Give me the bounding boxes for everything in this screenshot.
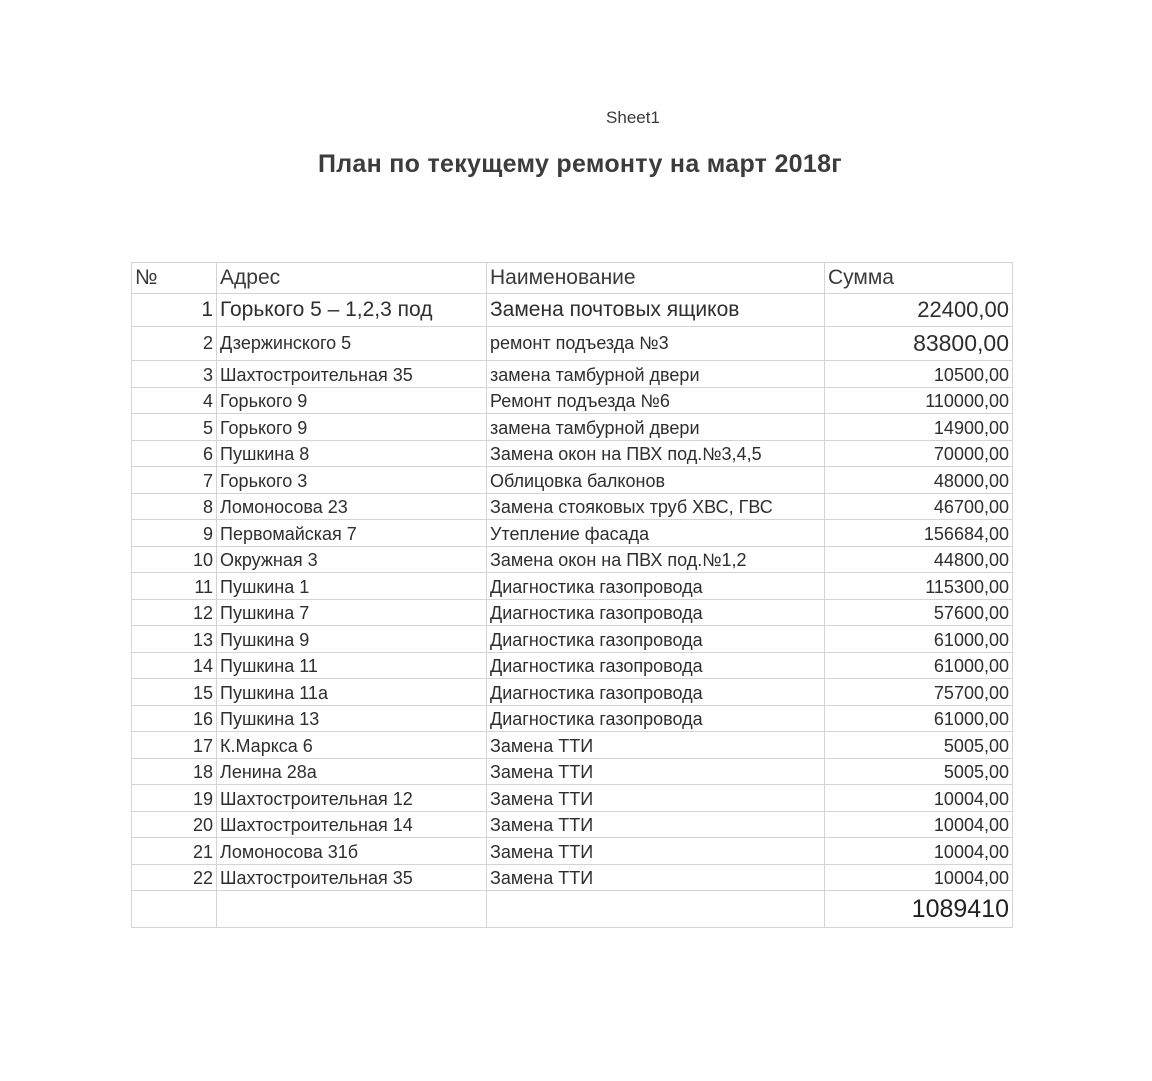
row-address: Пушкина 11 — [217, 652, 487, 679]
table-row — [132, 573, 1013, 600]
total-empty-cell — [217, 891, 487, 928]
row-address: Шахтостроительная 35 — [217, 361, 487, 388]
row-address: Ломоносова 31б — [217, 838, 487, 865]
header-num: № — [132, 263, 217, 294]
row-address: Дзержинского 5 — [217, 327, 487, 361]
row-name: Диагностика газопровода — [487, 573, 825, 600]
row-name: Замена ТТИ — [487, 811, 825, 838]
row-name: Ремонт подъезда №6 — [487, 387, 825, 414]
row-num: 5 — [132, 414, 217, 441]
row-name: Замена ТТИ — [487, 838, 825, 865]
table-row — [132, 467, 1013, 494]
row-address: Шахтостроительная 12 — [217, 785, 487, 812]
table-row — [132, 732, 1013, 759]
row-sum: 10004,00 — [825, 864, 1013, 891]
row-num: 14 — [132, 652, 217, 679]
table-row — [132, 652, 1013, 679]
row-sum: 44800,00 — [825, 546, 1013, 573]
table-row — [132, 440, 1013, 467]
header-row — [132, 263, 1013, 294]
row-num: 13 — [132, 626, 217, 653]
repair-plan-table — [131, 262, 1013, 928]
row-num: 1 — [132, 294, 217, 327]
row-name: Диагностика газопровода — [487, 599, 825, 626]
row-num: 16 — [132, 705, 217, 732]
row-address: Шахтостроительная 35 — [217, 864, 487, 891]
row-num: 19 — [132, 785, 217, 812]
row-name: Замена почтовых ящиков — [487, 294, 825, 327]
row-num: 6 — [132, 440, 217, 467]
row-name: Диагностика газопровода — [487, 652, 825, 679]
row-num: 18 — [132, 758, 217, 785]
row-name: Замена стояковых труб ХВС, ГВС — [487, 493, 825, 520]
row-sum: 83800,00 — [825, 327, 1013, 361]
page-title: План по текущему ремонту на март 2018г — [317, 150, 843, 178]
row-address: Ленина 28а — [217, 758, 487, 785]
row-sum: 115300,00 — [825, 573, 1013, 600]
row-address: Пушкина 7 — [217, 599, 487, 626]
total-row — [132, 891, 1013, 928]
row-sum: 70000,00 — [825, 440, 1013, 467]
table-row — [132, 546, 1013, 573]
row-sum: 110000,00 — [825, 387, 1013, 414]
row-sum: 22400,00 — [825, 294, 1013, 327]
row-address: Пушкина 13 — [217, 705, 487, 732]
row-num: 7 — [132, 467, 217, 494]
row-num: 8 — [132, 493, 217, 520]
table-row — [132, 414, 1013, 441]
row-sum: 61000,00 — [825, 705, 1013, 732]
total-empty-cell — [132, 891, 217, 928]
row-address: Горького 9 — [217, 414, 487, 441]
row-sum: 10004,00 — [825, 811, 1013, 838]
row-name: Замена окон на ПВХ под.№1,2 — [487, 546, 825, 573]
row-sum: 61000,00 — [825, 652, 1013, 679]
row-name: Замена окон на ПВХ под.№3,4,5 — [487, 440, 825, 467]
row-num: 15 — [132, 679, 217, 706]
table-row — [132, 705, 1013, 732]
row-num: 21 — [132, 838, 217, 865]
row-address: Ломоносова 23 — [217, 493, 487, 520]
row-address: Шахтостроительная 14 — [217, 811, 487, 838]
row-name: ремонт подъезда №3 — [487, 327, 825, 361]
row-sum: 46700,00 — [825, 493, 1013, 520]
row-num: 11 — [132, 573, 217, 600]
row-name: Диагностика газопровода — [487, 626, 825, 653]
row-name: Замена ТТИ — [487, 732, 825, 759]
table-row — [132, 758, 1013, 785]
row-num: 20 — [132, 811, 217, 838]
row-sum: 10004,00 — [825, 838, 1013, 865]
total-empty-cell — [487, 891, 825, 928]
row-num: 22 — [132, 864, 217, 891]
header-name: Наименование — [487, 263, 825, 294]
row-sum: 75700,00 — [825, 679, 1013, 706]
table-row — [132, 626, 1013, 653]
row-name: Утепление фасада — [487, 520, 825, 547]
table-row — [132, 493, 1013, 520]
row-name: Диагностика газопровода — [487, 679, 825, 706]
table-row — [132, 294, 1013, 327]
row-address: Пушкина 8 — [217, 440, 487, 467]
table-row — [132, 864, 1013, 891]
row-address: Окружная 3 — [217, 546, 487, 573]
row-sum: 48000,00 — [825, 467, 1013, 494]
row-num: 3 — [132, 361, 217, 388]
header-sum: Сумма — [825, 263, 1013, 294]
row-sum: 10004,00 — [825, 785, 1013, 812]
row-num: 17 — [132, 732, 217, 759]
table-row — [132, 679, 1013, 706]
table-row — [132, 520, 1013, 547]
row-address: Пушкина 9 — [217, 626, 487, 653]
row-sum: 14900,00 — [825, 414, 1013, 441]
row-name: Диагностика газопровода — [487, 705, 825, 732]
table-row — [132, 387, 1013, 414]
row-address: К.Маркса 6 — [217, 732, 487, 759]
row-name: Замена ТТИ — [487, 864, 825, 891]
row-address: Пушкина 1 — [217, 573, 487, 600]
table-row — [132, 838, 1013, 865]
row-address: Горького 5 – 1,2,3 под — [217, 294, 487, 327]
row-name: Облицовка балконов — [487, 467, 825, 494]
row-address: Горького 3 — [217, 467, 487, 494]
table-row — [132, 811, 1013, 838]
row-address: Первомайская 7 — [217, 520, 487, 547]
table-row — [132, 599, 1013, 626]
row-sum: 5005,00 — [825, 732, 1013, 759]
row-address: Пушкина 11а — [217, 679, 487, 706]
table-row — [132, 785, 1013, 812]
row-name: замена тамбурной двери — [487, 361, 825, 388]
table-row — [132, 327, 1013, 361]
row-num: 2 — [132, 327, 217, 361]
row-name: Замена ТТИ — [487, 785, 825, 812]
row-sum: 57600,00 — [825, 599, 1013, 626]
row-sum: 10500,00 — [825, 361, 1013, 388]
total-sum: 1089410 — [825, 891, 1013, 928]
row-num: 12 — [132, 599, 217, 626]
row-sum: 61000,00 — [825, 626, 1013, 653]
row-address: Горького 9 — [217, 387, 487, 414]
header-address: Адрес — [217, 263, 487, 294]
sheet-label: Sheet1 — [606, 108, 660, 127]
table-row — [132, 361, 1013, 388]
row-name: Замена ТТИ — [487, 758, 825, 785]
row-num: 10 — [132, 546, 217, 573]
row-num: 4 — [132, 387, 217, 414]
row-num: 9 — [132, 520, 217, 547]
row-name: замена тамбурной двери — [487, 414, 825, 441]
row-sum: 5005,00 — [825, 758, 1013, 785]
row-sum: 156684,00 — [825, 520, 1013, 547]
